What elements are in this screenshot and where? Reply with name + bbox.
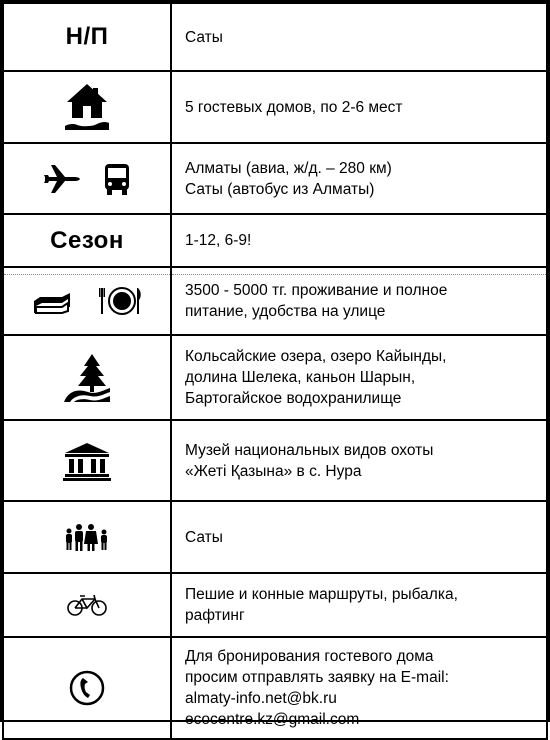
contact-email-2[interactable]: ecocentre.kz@gmail.com	[185, 711, 360, 728]
settlement-label-cell	[3, 3, 171, 71]
row-contact	[3, 637, 547, 739]
season-text-cell	[171, 214, 547, 267]
attractions-line-2: долина Шелека, каньон Шарын,	[185, 369, 416, 386]
transport-text-cell	[171, 143, 547, 214]
transport-line-2: Саты (автобус из Алматы)	[185, 180, 375, 198]
bed-icon	[32, 287, 72, 315]
settlement-value-cell	[171, 3, 547, 71]
attractions-line-3: Бартогайское водохранилище	[185, 390, 402, 407]
airplane-icon	[43, 162, 81, 196]
phone-icon-cell	[3, 637, 171, 739]
museum-text-cell	[171, 420, 547, 501]
house-icon	[63, 82, 111, 132]
phone-icon	[69, 670, 105, 706]
season-label: Сезон	[50, 226, 124, 254]
settlement-value: Саты	[185, 28, 223, 46]
nature-icon-cell	[3, 335, 171, 420]
contact-email-1[interactable]: almaty-info.net@bk.ru	[185, 690, 337, 707]
row-activities	[3, 573, 547, 637]
info-table	[2, 2, 548, 740]
people-icon	[64, 522, 110, 552]
transport-icons-cell	[3, 143, 171, 214]
row-settlement	[3, 3, 547, 71]
attractions-line-1: Кольсайские озера, озеро Кайынды,	[185, 348, 447, 365]
row-price	[3, 267, 547, 335]
bicycle-icon	[67, 593, 107, 617]
contact-text-cell	[171, 637, 547, 739]
museum-icon-cell	[3, 420, 171, 501]
transport-line-1: Алматы (авиа, ж/д. – 280 км)	[185, 159, 392, 177]
activities-line-1: Пешие и конные маршруты, рыбалка,	[185, 586, 458, 603]
nature-icon	[62, 352, 112, 404]
price-line-2: питание, удобства на улице	[185, 303, 386, 320]
plate-cutlery-icon	[98, 284, 142, 318]
accommodation-line: 5 гостевых домов, по 2-6 мест	[185, 98, 403, 116]
museum-line-1: Музей национальных видов охоты	[185, 441, 434, 459]
bus-icon	[103, 162, 131, 196]
row-community	[3, 501, 547, 573]
dotted-divider	[4, 274, 170, 275]
price-line-1: 3500 - 5000 тг. проживание и полное	[185, 282, 448, 299]
bed-plate-icons-cell	[3, 267, 171, 335]
row-accommodation	[3, 71, 547, 143]
row-attractions	[3, 335, 547, 420]
contact-line-2: просим отправлять заявку на E-mail:	[185, 669, 449, 686]
community-text-cell	[171, 501, 547, 573]
community-value: Саты	[185, 528, 223, 546]
settlement-label: Н/П	[65, 23, 109, 50]
season-value: 1-12, 6-9!	[185, 232, 252, 249]
people-icon-cell	[3, 501, 171, 573]
attractions-text-cell	[171, 335, 547, 420]
row-season	[3, 214, 547, 267]
activities-line-2: рафтинг	[185, 607, 245, 624]
house-icon-cell	[3, 71, 171, 143]
museum-icon	[63, 441, 111, 481]
row-transport	[3, 143, 547, 214]
dotted-divider	[172, 274, 546, 275]
accommodation-text-cell	[171, 71, 547, 143]
contact-line-1: Для бронирования гостевого дома	[185, 648, 434, 665]
museum-line-2: «Жетi Қазына» в с. Нура	[185, 462, 362, 480]
price-text-cell	[171, 267, 547, 335]
bicycle-icon-cell	[3, 573, 171, 637]
row-museum	[3, 420, 547, 501]
activities-text-cell	[171, 573, 547, 637]
season-label-cell	[3, 214, 171, 267]
